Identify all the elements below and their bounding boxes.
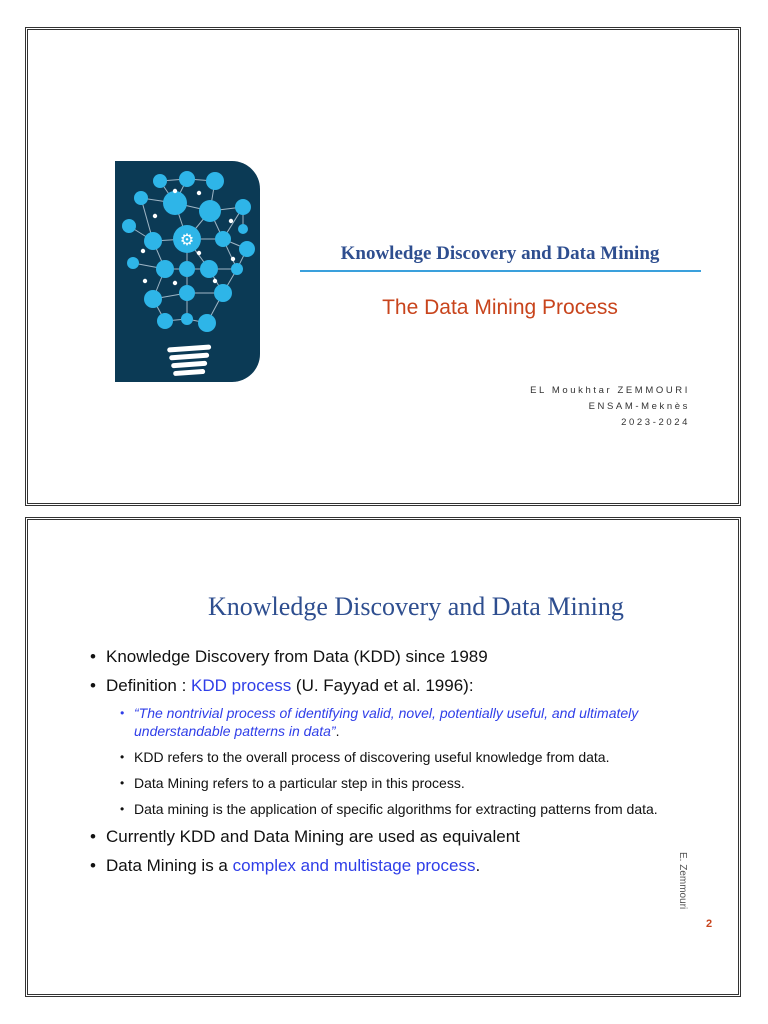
title-slide xyxy=(25,27,741,506)
slide1-title: Knowledge Discovery and Data Mining xyxy=(340,243,660,264)
bullet-definition: • Definition : KDD process (U. Fayyad et al. 1996): xyxy=(88,675,688,697)
side-author: E. Zemmouri xyxy=(677,852,688,910)
network-node xyxy=(206,172,224,190)
network-node xyxy=(179,285,195,301)
network-node xyxy=(156,260,174,278)
junction-dot xyxy=(197,191,201,195)
author-name: EL Moukhtar ZEMMOURI xyxy=(530,385,690,396)
network-node xyxy=(214,284,232,302)
junction-dot xyxy=(173,281,177,285)
sub-bullet-kdd-refers: • KDD refers to the overall process of discovering useful knowledge from data. xyxy=(120,748,688,766)
sub-bullet-quote: • “The nontrivial process of identifying valid, novel, potentially useful, and ultimately understandable patterns in data”. xyxy=(120,704,688,740)
network-node xyxy=(163,191,187,215)
slide2-title: Knowledge Discovery and Data Mining xyxy=(208,592,624,621)
bullet-complex-process: • Data Mining is a complex and multistage process. xyxy=(88,855,688,877)
author-block xyxy=(530,383,690,431)
network-node xyxy=(179,261,195,277)
network-node xyxy=(200,260,218,278)
academic-year: 2023-2024 xyxy=(621,417,690,428)
bulb-base-stripe xyxy=(167,344,211,352)
network-node xyxy=(144,232,162,250)
network-node xyxy=(231,263,243,275)
slide1-subtitle: The Data Mining Process xyxy=(382,296,618,319)
network-node xyxy=(181,313,193,325)
network-node xyxy=(127,257,139,269)
network-node xyxy=(179,171,195,187)
network-node xyxy=(157,313,173,329)
institution: ENSAM-Meknès xyxy=(588,401,690,412)
junction-dot xyxy=(229,219,233,223)
bulb-base-stripe xyxy=(173,369,205,376)
network-node xyxy=(239,241,255,257)
title-divider xyxy=(300,270,701,272)
network-node xyxy=(235,199,251,215)
bullet-kdd-since: • Knowledge Discovery from Data (KDD) since 1989 xyxy=(88,646,688,668)
junction-dot xyxy=(213,279,217,283)
junction-dot xyxy=(197,251,201,255)
bulb-base-stripe xyxy=(171,361,207,368)
junction-dot xyxy=(231,257,235,261)
complex-process-text: complex and multistage process xyxy=(232,856,476,875)
network-node xyxy=(198,314,216,332)
kdd-process-link-text: KDD process xyxy=(191,676,292,695)
network-node xyxy=(238,224,248,234)
junction-dot xyxy=(143,279,147,283)
network-node xyxy=(199,200,221,222)
bullet-equivalent: • Currently KDD and Data Mining are used as equivalent xyxy=(88,826,688,848)
gear-icon: ⚙ xyxy=(179,230,195,249)
network-node xyxy=(134,191,148,205)
junction-dot xyxy=(141,249,145,253)
sub-bullet-dm-application: • Data mining is the application of specific algorithms for extracting patterns from data. xyxy=(120,800,688,818)
network-node xyxy=(153,174,167,188)
network-node xyxy=(122,219,136,233)
bulb-base-stripe xyxy=(169,353,209,361)
lightbulb-network-icon xyxy=(115,161,260,382)
content-slide xyxy=(25,517,741,997)
junction-dot xyxy=(153,214,157,218)
junction-dot xyxy=(173,189,177,193)
network-node xyxy=(144,290,162,308)
page-number: 2 xyxy=(706,918,713,930)
sub-bullet-dm-refers: • Data Mining refers to a particular step in this process. xyxy=(120,774,688,792)
bullet-list xyxy=(88,646,688,884)
network-node xyxy=(215,231,231,247)
